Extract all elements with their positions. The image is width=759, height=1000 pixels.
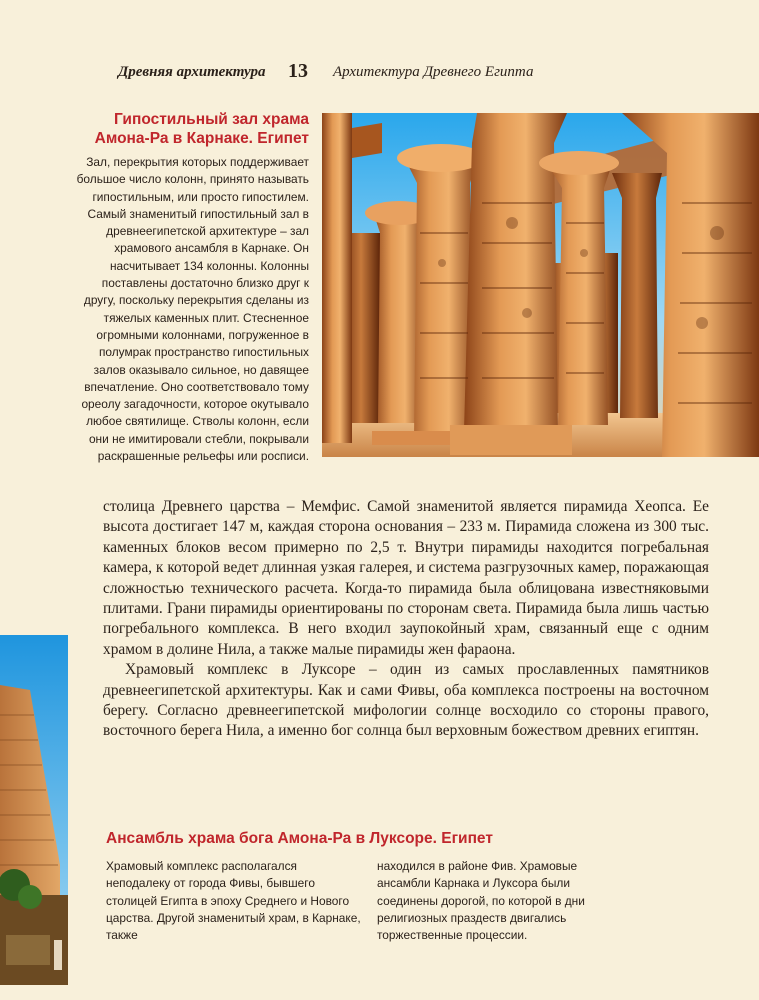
luxor-temple-photo: [0, 635, 68, 985]
hypostyle-caption-title: Гипостильный зал храма Амона-Ра в Карнаке. Египет: [94, 111, 309, 147]
pylon-illustration: [0, 635, 68, 985]
body-paragraph-2: Храмовый комплекс в Луксоре – один из самых прославленных памятников древнеегипетской архитектуры. Как и сами Фивы, оба комплекса построены на восточном берегу. Согласно древнеегипетской мифологии солнце восходило со стороны правого, восточного берега Нила, а именно бог солнца был верховным божеством древних египтян.: [103, 661, 709, 740]
main-body-text: [103, 497, 709, 742]
page-number: 13: [288, 60, 308, 82]
luxor-caption-text-left: Храмовый комплекс располагался неподалеку от города Фивы, бывшего столицей Египта в эпоху Среднего и Нового царства. Другой знаменитый храм, в Карнаке, также: [106, 859, 361, 943]
hypostyle-caption-text: Зал, перекрытия которых поддерживает большое число колонн, принято называть гипостильным, или просто гипостилем. Самый знаменитый гипостильный зал в древнеегипетской архитектуре – зал храмового ансамбля в Карнаке. Он насчитывает 134 колонны. Колонны поставлены достаточно близко друг к другу, поскольку перекрытия сделаны из тяжелых каменных плит. Стесненное огромными колоннами, погруженное в полумрак пространство гипостильных залов оказывало сильное, но давящее впечатление. Оно соответствовало тому ореолу загадочности, которое окутывало любое святилище. Стволы колонн, если они не имитировали стебли, покрывали раскрашенные рельефы или росписи.: [76, 155, 309, 464]
body-paragraph-1: столица Древнего царства – Мемфис. Самой знаменитой является пирамида Хеопса. Ее высота достигает 147 м, каждая сторона основания – 233 м. Пирамида сложена из 300 тыс. каменных блоков весом примерно по 2,5 т. Внутри пирамиды находится погребальная камера, к которой ведет длинная узкая галерея, и система разгрузочных камер, поражающая сложностью технического расчета. Когда-то пирамида была облицована известняковыми плитами. Грани пирамиды ориентированы по сторонам света. Пирамида была лишь частью погребального комплекса. В него входил заупокойный храм, связанный еще с одним храмом в долине Нила, а также малые пирамиды жен фараона.: [103, 498, 709, 658]
luxor-caption-text-right: находился в районе Фив. Храмовые ансамбли Карнака и Луксора были соединены дорогой, по которой в дни религиозных праздеств двигались торжественные процессии.: [377, 859, 585, 943]
section-title: Древняя архитектура: [118, 64, 266, 80]
columns-illustration: [322, 113, 759, 457]
running-head: [0, 62, 759, 86]
chapter-title: Архитектура Древнего Египта: [333, 64, 534, 80]
karnak-hypostyle-hall-photo: [322, 113, 759, 457]
luxor-caption-title: Ансамбль храма бога Амона-Ра в Луксоре. Египет: [106, 830, 493, 847]
